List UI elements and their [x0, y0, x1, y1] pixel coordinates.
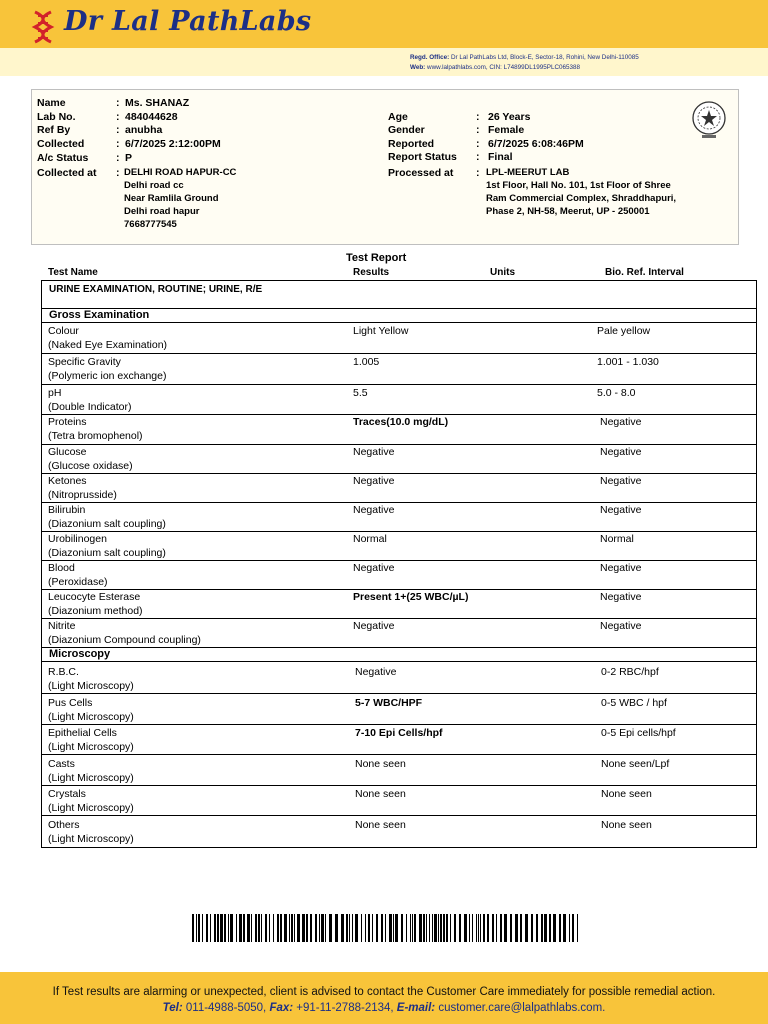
tel-label: Tel:	[162, 1002, 183, 1014]
test-name: Crystals	[48, 788, 86, 800]
test-name: Leucocyte Esterase	[48, 591, 141, 603]
barcode-bar	[291, 914, 293, 942]
barcode-bar	[549, 914, 551, 942]
barcode-bar	[476, 914, 477, 942]
test-method: (Light Microscopy)	[48, 680, 134, 692]
test-result: Light Yellow	[353, 325, 409, 337]
barcode	[192, 914, 578, 942]
barcode-bar	[210, 914, 211, 942]
barcode-bar	[321, 914, 324, 942]
barcode-bar	[376, 914, 378, 942]
test-name: R.B.C.	[48, 666, 79, 678]
test-ref: None seen	[601, 819, 652, 831]
test-result: 7-10 Epi Cells/hpf	[355, 727, 443, 739]
barcode-bar	[569, 914, 570, 942]
colon: :	[476, 167, 480, 179]
barcode-bar	[510, 914, 512, 942]
test-method: (Glucose oxidase)	[48, 460, 133, 472]
test-method: (Light Microscopy)	[48, 741, 134, 753]
barcode-bar	[429, 914, 430, 942]
processed-at-label: Processed at	[388, 167, 454, 179]
barcode-bar	[329, 914, 332, 942]
barcode-bar	[289, 914, 290, 942]
barcode-bar	[393, 914, 394, 942]
test-name: Ketones	[48, 475, 87, 487]
barcode-bar	[572, 914, 574, 942]
fax-label: Fax:	[269, 1002, 294, 1014]
barcode-bar	[496, 914, 497, 942]
barcode-bar	[251, 914, 252, 942]
barcode-bar	[426, 914, 427, 942]
reported-value: 6/7/2025 6:08:46PM	[488, 138, 584, 150]
colon: :	[476, 124, 480, 136]
colon: :	[116, 124, 120, 136]
colon: :	[116, 152, 120, 164]
barcode-bar	[319, 914, 320, 942]
results-table	[41, 280, 757, 848]
test-name: Nitrite	[48, 620, 76, 632]
test-ref: Negative	[600, 562, 642, 574]
barcode-bar	[412, 914, 413, 942]
test-method: (Diazonium salt coupling)	[48, 518, 166, 530]
footer-contact	[0, 1002, 768, 1014]
regd-text: Dr Lal PathLabs Ltd, Block-E, Sector-18, Rohini, New Delhi-110085	[450, 54, 639, 61]
barcode-bar	[525, 914, 528, 942]
barcode-bar	[325, 914, 326, 942]
colon: :	[476, 138, 480, 150]
lab-no-label: Lab No.	[37, 111, 76, 123]
barcode-bar	[284, 914, 287, 942]
barcode-bar	[349, 914, 350, 942]
test-ref: 0-5 Epi cells/hpf	[601, 727, 676, 739]
barcode-bar	[198, 914, 200, 942]
test-ref: 0-5 WBC / hpf	[601, 697, 667, 709]
barcode-bar	[302, 914, 305, 942]
barcode-bar	[504, 914, 507, 942]
report-status-label: Report Status	[388, 151, 457, 163]
barcode-bar	[531, 914, 533, 942]
collected-at-label: Collected at	[37, 167, 97, 179]
barcode-bar	[280, 914, 282, 942]
barcode-bar	[243, 914, 245, 942]
barcode-bar	[492, 914, 494, 942]
barcode-bar	[536, 914, 538, 942]
barcode-bar	[265, 914, 267, 942]
barcode-bar	[224, 914, 226, 942]
barcode-bar	[423, 914, 425, 942]
barcode-bar	[459, 914, 461, 942]
test-name: Epithelial Cells	[48, 727, 117, 739]
col-results: Results	[353, 267, 390, 278]
microscopy-section-title: Microscopy	[49, 648, 111, 660]
gender-value: Female	[488, 124, 525, 136]
reported-label: Reported	[388, 138, 435, 150]
test-ref: Negative	[600, 475, 642, 487]
barcode-bar	[520, 914, 522, 942]
name-value: Ms. SHANAZ	[125, 97, 190, 109]
barcode-bar	[261, 914, 262, 942]
barcode-bar	[352, 914, 353, 942]
barcode-bar	[335, 914, 338, 942]
barcode-bar	[577, 914, 578, 942]
collected-at-line: Near Ramlila Ground	[124, 193, 219, 204]
test-name: Casts	[48, 758, 75, 770]
age-label: Age	[388, 111, 408, 123]
barcode-bar	[419, 914, 422, 942]
barcode-bar	[277, 914, 279, 942]
barcode-bar	[410, 914, 411, 942]
test-method: (Tetra bromophenol)	[48, 430, 143, 442]
colon: :	[116, 111, 120, 123]
lab-no-value: 484044628	[125, 111, 178, 123]
test-result: None seen	[355, 819, 406, 831]
test-method: (Peroxidase)	[48, 576, 108, 588]
barcode-bar	[401, 914, 403, 942]
barcode-bar	[472, 914, 473, 942]
colon: :	[476, 111, 480, 123]
col-test-name: Test Name	[48, 267, 98, 278]
regd-label: Regd. Office:	[410, 54, 450, 61]
barcode-bar	[315, 914, 317, 942]
barcode-bar	[217, 914, 219, 942]
test-method: (Diazonium salt coupling)	[48, 547, 166, 559]
email-label: E-mail:	[396, 1002, 436, 1014]
test-title: URINE EXAMINATION, ROUTINE; URINE, R/E	[49, 284, 263, 295]
test-name: Glucose	[48, 446, 87, 458]
barcode-bar	[515, 914, 518, 942]
test-ref: 1.001 - 1.030	[597, 356, 659, 368]
test-ref: None seen/Lpf	[601, 758, 670, 770]
test-result: Negative	[353, 475, 395, 487]
col-ref-interval: Bio. Ref. Interval	[605, 267, 684, 278]
barcode-bar	[483, 914, 485, 942]
test-name: Bilirubin	[48, 504, 86, 516]
report-title: Test Report	[346, 252, 407, 264]
age-value: 26 Years	[488, 111, 531, 123]
test-ref: Negative	[600, 446, 642, 458]
collected-at-line: Delhi road cc	[124, 180, 184, 191]
barcode-bar	[432, 914, 433, 942]
test-ref: Normal	[600, 533, 634, 545]
test-method: (Light Microscopy)	[48, 833, 134, 845]
processed-at-line: 1st Floor, Hall No. 101, 1st Floor of Shree	[486, 180, 671, 191]
ref-by-value: anubha	[125, 124, 163, 136]
barcode-bar	[438, 914, 439, 942]
barcode-bar	[297, 914, 300, 942]
collected-at-line: Delhi road hapur	[124, 206, 200, 217]
test-method: (Light Microscopy)	[48, 711, 134, 723]
barcode-bar	[478, 914, 479, 942]
barcode-bar	[206, 914, 208, 942]
barcode-bar	[310, 914, 312, 942]
test-result: Negative	[355, 666, 397, 678]
barcode-bar	[346, 914, 348, 942]
test-method: (Diazonium method)	[48, 605, 143, 617]
test-result: 5.5	[353, 387, 368, 399]
footer-band	[0, 972, 768, 1024]
colon: :	[116, 167, 120, 179]
barcode-bar	[192, 914, 194, 942]
brand-name: Dr Lal PathLabs	[64, 6, 312, 37]
barcode-bar	[273, 914, 274, 942]
test-result: Negative	[353, 504, 395, 516]
ac-status-label: A/c Status	[37, 152, 89, 164]
barcode-bar	[214, 914, 216, 942]
dna-logo-icon	[30, 10, 56, 44]
barcode-bar	[236, 914, 237, 942]
test-result: Present 1+(25 WBC/µL)	[353, 591, 469, 603]
barcode-bar	[469, 914, 470, 942]
barcode-bar	[544, 914, 547, 942]
barcode-bar	[440, 914, 442, 942]
barcode-bar	[389, 914, 392, 942]
barcode-bar	[355, 914, 358, 942]
barcode-bar	[563, 914, 566, 942]
barcode-bar	[306, 914, 308, 942]
barcode-bar	[446, 914, 448, 942]
barcode-bar	[381, 914, 383, 942]
barcode-bar	[294, 914, 295, 942]
test-ref: None seen	[601, 788, 652, 800]
ref-by-label: Ref By	[37, 124, 71, 136]
barcode-bar	[541, 914, 543, 942]
test-result: None seen	[355, 758, 406, 770]
test-ref: Negative	[600, 504, 642, 516]
colon: :	[116, 97, 120, 109]
test-result: Negative	[353, 446, 395, 458]
barcode-bar	[196, 914, 197, 942]
barcode-bar	[450, 914, 451, 942]
barcode-bar	[230, 914, 233, 942]
test-result: Normal	[353, 533, 387, 545]
test-name: Specific Gravity	[48, 356, 121, 368]
test-result: Traces(10.0 mg/dL)	[353, 416, 449, 428]
processed-at-line: LPL-MEERUT LAB	[486, 167, 570, 178]
gross-section-title: Gross Examination	[49, 309, 150, 321]
barcode-bar	[487, 914, 489, 942]
test-name: Colour	[48, 325, 79, 337]
test-name: Blood	[48, 562, 75, 574]
col-units: Units	[490, 267, 515, 278]
test-method: (Polymeric ion exchange)	[48, 370, 167, 382]
barcode-bar	[239, 914, 242, 942]
barcode-bar	[269, 914, 270, 942]
test-name: Pus Cells	[48, 697, 93, 709]
table-row	[42, 281, 756, 816]
test-ref: Negative	[600, 416, 642, 428]
barcode-bar	[385, 914, 386, 942]
processed-at-line: Phase 2, NH-58, Meerut, UP - 250001	[486, 206, 650, 217]
accreditation-seal-icon	[690, 100, 728, 140]
email-value[interactable]: customer.care@lalpathlabs.com.	[438, 1002, 606, 1014]
colon: :	[116, 138, 120, 150]
barcode-bar	[372, 914, 373, 942]
test-method: (Nitroprusside)	[48, 489, 117, 501]
collected-at-line: 7668777545	[124, 219, 177, 230]
barcode-bar	[202, 914, 203, 942]
collected-at-line: DELHI ROAD HAPUR-CC	[124, 167, 237, 178]
tel-value: 011-4988-5050,	[185, 1002, 267, 1014]
ac-status-value: P	[125, 152, 133, 164]
barcode-bar	[361, 914, 362, 942]
barcode-bar	[464, 914, 467, 942]
test-ref: Negative	[600, 620, 642, 632]
barcode-bar	[559, 914, 561, 942]
test-method: (Light Microscopy)	[48, 772, 134, 784]
test-name: Urobilinogen	[48, 533, 107, 545]
test-name: Others	[48, 819, 80, 831]
test-method: (Diazonium Compound coupling)	[48, 634, 201, 646]
web-label: Web:	[410, 64, 426, 71]
web-text: www.lalpathlabs.com, CIN: L74899DL1995PLC065388	[427, 64, 581, 71]
barcode-bar	[406, 914, 407, 942]
test-result: 1.005	[353, 356, 380, 368]
test-name: Proteins	[48, 416, 87, 428]
barcode-bar	[454, 914, 456, 942]
barcode-bar	[553, 914, 556, 942]
barcode-bar	[434, 914, 437, 942]
test-ref: 0-2 RBC/hpf	[601, 666, 659, 678]
barcode-bar	[365, 914, 366, 942]
header-subband	[0, 48, 768, 76]
test-result: 5-7 WBC/HPF	[355, 697, 423, 709]
footer-notice: If Test results are alarming or unexpected, client is advised to contact the Customer Care immediately for possible remedial action.	[52, 986, 716, 998]
barcode-bar	[414, 914, 416, 942]
fax-value: +91-11-2788-2134,	[296, 1002, 394, 1014]
barcode-bar	[258, 914, 260, 942]
test-ref: Pale yellow	[597, 325, 651, 337]
test-method: (Naked Eye Examination)	[48, 339, 168, 351]
barcode-bar	[368, 914, 370, 942]
test-result: Negative	[353, 620, 395, 632]
report-status-value: Final	[488, 151, 513, 163]
test-name: pH	[48, 387, 62, 399]
processed-at-line: Ram Commercial Complex, Shraddhapuri,	[486, 193, 677, 204]
test-result: None seen	[355, 788, 406, 800]
barcode-bar	[228, 914, 229, 942]
barcode-bar	[255, 914, 257, 942]
barcode-bar	[443, 914, 445, 942]
barcode-bar	[341, 914, 344, 942]
test-method: (Light Microscopy)	[48, 802, 134, 814]
colon: :	[476, 151, 480, 163]
barcode-bar	[395, 914, 398, 942]
test-method: (Double Indicator)	[48, 401, 132, 413]
gender-label: Gender	[388, 124, 425, 136]
test-ref: Negative	[600, 591, 642, 603]
barcode-bar	[247, 914, 250, 942]
test-ref: 5.0 - 8.0	[597, 387, 636, 399]
barcode-bar	[480, 914, 481, 942]
barcode-bar	[500, 914, 502, 942]
name-label: Name	[37, 97, 66, 109]
collected-label: Collected	[37, 138, 85, 150]
collected-value: 6/7/2025 2:12:00PM	[125, 138, 221, 150]
test-result: Negative	[353, 562, 395, 574]
barcode-bar	[220, 914, 223, 942]
regd-office	[410, 53, 639, 73]
